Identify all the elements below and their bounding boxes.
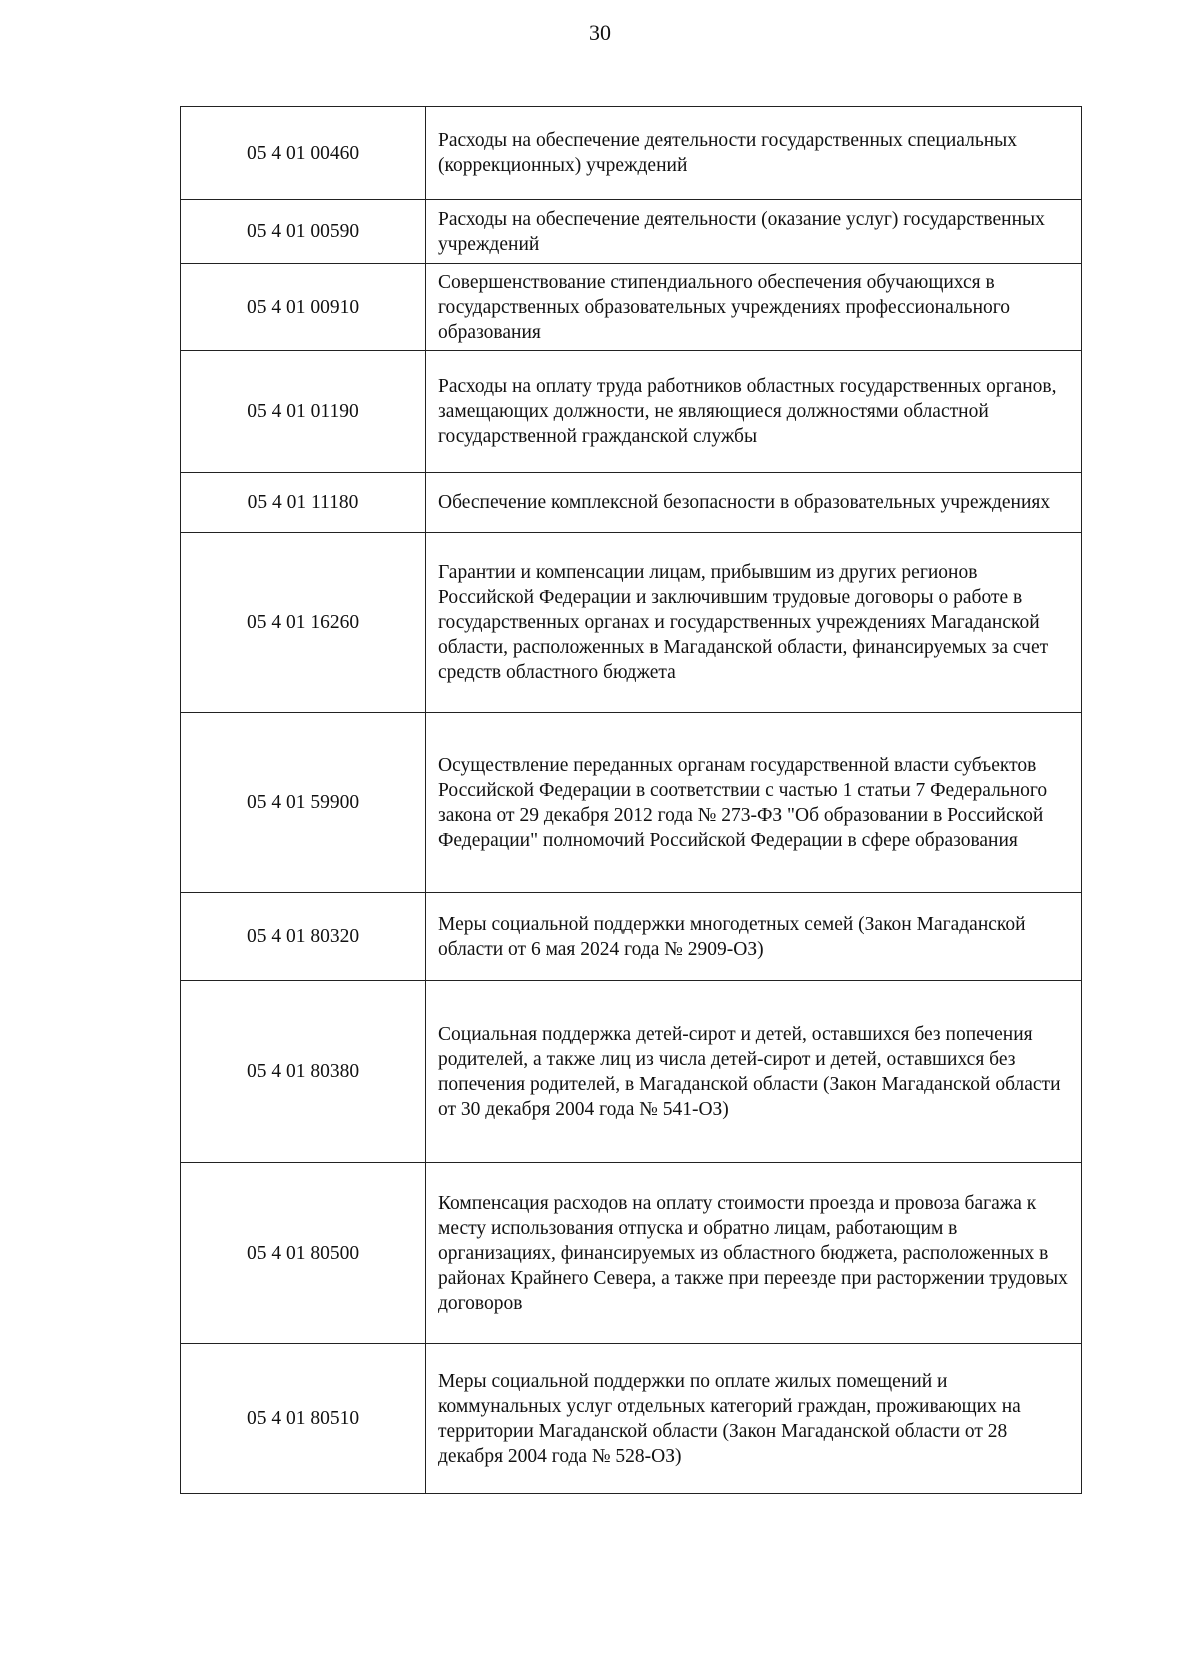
table-row — [181, 351, 1082, 473]
table-row — [181, 473, 1082, 533]
row-code: 05 4 01 00460 — [181, 107, 426, 200]
row-description: Осуществление переданных органам государственной власти субъектов Российской Федерации в соответствии с частью 1 статьи 7 Федерального закона от 29 декабря 2012 года № 273-ФЗ "Об образовании в Российской Федерации" полномочий Российской Федерации в сфере образования — [426, 713, 1082, 893]
row-description: Меры социальной поддержки многодетных семей (Закон Магаданской области от 6 мая 2024 года № 2909-ОЗ) — [426, 893, 1082, 981]
table-row — [181, 264, 1082, 351]
table-row — [181, 1163, 1082, 1344]
row-code: 05 4 01 80320 — [181, 893, 426, 981]
row-code: 05 4 01 80510 — [181, 1344, 426, 1494]
row-description: Обеспечение комплексной безопасности в образовательных учреждениях — [426, 473, 1082, 533]
table-row — [181, 1344, 1082, 1494]
table-row — [181, 200, 1082, 264]
row-description: Расходы на обеспечение деятельности государственных специальных (коррекционных) учреждений — [426, 107, 1082, 200]
row-code: 05 4 01 80380 — [181, 981, 426, 1163]
row-description: Компенсация расходов на оплату стоимости проезда и провоза багажа к месту использования отпуска и обратно лицам, работающим в организациях, финансируемых из областного бюджета, расположенных в районах Крайнего Севера, а также при переезде при расторжении трудовых договоров — [426, 1163, 1082, 1344]
row-description: Гарантии и компенсации лицам, прибывшим из других регионов Российской Федерации и заключившим трудовые договоры о работе в государственных органах и государственных учреждениях Магаданской области, расположенных в Магаданской области, финансируемых за счет средств областного бюджета — [426, 533, 1082, 713]
row-code: 05 4 01 00910 — [181, 264, 426, 351]
row-description: Совершенствование стипендиального обеспечения обучающихся в государственных образовательных учреждениях профессионального образования — [426, 264, 1082, 351]
table-row — [181, 713, 1082, 893]
row-description: Расходы на оплату труда работников областных государственных органов, замещающих должности, не являющиеся должностями областной государственной гражданской службы — [426, 351, 1082, 473]
row-code: 05 4 01 80500 — [181, 1163, 426, 1344]
row-code: 05 4 01 00590 — [181, 200, 426, 264]
table-row — [181, 893, 1082, 981]
budget-codes-table — [180, 106, 1082, 1494]
row-code: 05 4 01 59900 — [181, 713, 426, 893]
table-row — [181, 981, 1082, 1163]
row-code: 05 4 01 01190 — [181, 351, 426, 473]
row-description: Расходы на обеспечение деятельности (оказание услуг) государственных учреждений — [426, 200, 1082, 264]
row-code: 05 4 01 16260 — [181, 533, 426, 713]
row-description: Меры социальной поддержки по оплате жилых помещений и коммунальных услуг отдельных категорий граждан, проживающих на территории Магаданской области (Закон Магаданской области от 28 декабря 2004 года № 528-ОЗ) — [426, 1344, 1082, 1494]
row-code: 05 4 01 11180 — [181, 473, 426, 533]
table-row — [181, 107, 1082, 200]
table-row — [181, 533, 1082, 713]
page-number: 30 — [589, 20, 611, 45]
row-description: Социальная поддержка детей-сирот и детей, оставшихся без попечения родителей, а также лиц из числа детей-сирот и детей, оставшихся без попечения родителей, в Магаданской области (Закон Магаданской области от 30 декабря 2004 года № 541-ОЗ) — [426, 981, 1082, 1163]
